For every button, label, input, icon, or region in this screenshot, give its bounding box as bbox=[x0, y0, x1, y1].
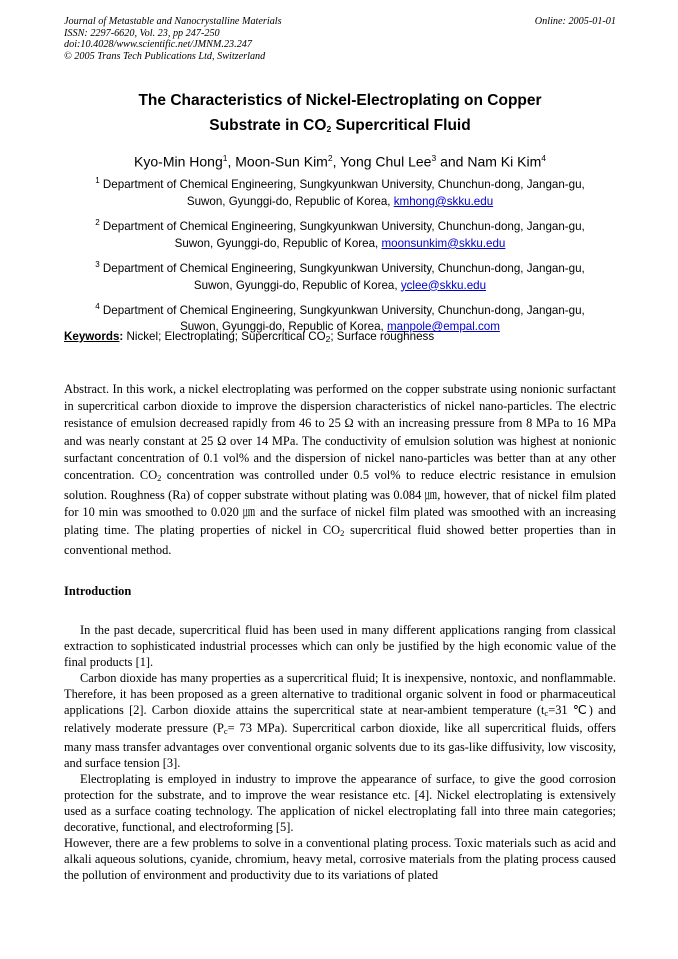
author-name: Moon-Sun Kim bbox=[235, 153, 328, 170]
keywords-subscript: 2 bbox=[325, 334, 331, 344]
abstract-text: Abstract. In this work, a nickel electroplating was performed on the copper substrate using nonionic surfactant in supercritical carbon dioxide to improve the dispersion characteristics of nickel nano-particles. The electric resistance of emulsion decreased rapidly from 46 to 25 Ω with an increasing pressure from 8 MPa to 16 MPa and was nearly constant at 25 Ω over 14 MPa. The conductivity of emulsion solution was highest at nonionic surfactant concentration of 0.1 vol% and the dispersion of nickel nano-particles was better than at any other concentration. CO bbox=[64, 382, 616, 483]
affiliation-mark: 2 bbox=[95, 217, 100, 227]
intro-subscript: c bbox=[544, 707, 549, 718]
affiliation-line: Department of Chemical Engineering, Sungkyunkwan University, Chunchun-dong, Jangan-gu, bbox=[102, 303, 585, 317]
author-separator: , bbox=[332, 153, 341, 170]
author-list bbox=[64, 148, 616, 172]
intro-paragraph: However, there are a few problems to solve in a conventional plating process. Toxic materials such as acid and alkali aqueous solutions, cyanide, chromium, heavy metal, corrosive materials from the plating process caused the pollution of environment and productivity due to its variations of plated bbox=[64, 835, 616, 882]
email-link[interactable]: kmhong@skku.edu bbox=[393, 194, 494, 208]
intro-text: =31 ℃) and relatively moderate pressure (P bbox=[64, 702, 616, 736]
paper-title bbox=[64, 88, 616, 142]
author-separator: , bbox=[227, 153, 236, 170]
intro-paragraph: Electroplating is employed in industry to improve the appearance of surface, to give the good corrosion protection for the substrate, and to improve the wear resistance etc. [4]. Nickel electroplating is extensively used as a surface coating technology. The application of nickel electroplating fall into three main categories; decorative, functional, and electroforming [5]. bbox=[64, 772, 616, 834]
affiliation-line: Department of Chemical Engineering, Sungkyunkwan University, Chunchun-dong, Jangan-gu, bbox=[102, 261, 585, 275]
intro-text: Carbon dioxide has many properties as a supercritical fluid; It is inexpensive, nontoxic, and nonflammable. Therefore, it has been proposed as a green alternative to traditional organic solvent in food or pharmaceutical applications [2]. Carbon dioxide attains the supercritical state at near-ambient temperature (t bbox=[64, 670, 616, 717]
title-text: Supercritical Fluid bbox=[331, 117, 471, 134]
abstract-text: concentration was controlled under 0.5 vol% to reduce electric resistance in emulsion solution. Roughness (Ra) of copper substrate without plating was 0.084 ㎛, however, that of nickel film plated for 10 min was smoothed to 0.020 ㎛ and the surface of nickel film plated was smoothed with an increasing plating time. The plating properties of nickel in CO bbox=[64, 468, 616, 537]
author-name: Nam Ki Kim bbox=[467, 153, 542, 170]
affiliation-line: Suwon, Gyunggi-do, Republic of Korea, bbox=[186, 194, 391, 208]
intro-subscript: c bbox=[223, 726, 228, 737]
author-separator: and bbox=[436, 153, 468, 170]
journal-header bbox=[64, 16, 616, 62]
section-heading: Introduction bbox=[64, 584, 132, 598]
doi-line: doi:10.4028/www.scientific.net/JMNM.23.247 bbox=[64, 39, 252, 51]
issn-line: ISSN: 2297-6620, Vol. 23, pp 247-250 bbox=[64, 27, 220, 39]
abstract-subscript: 2 bbox=[157, 473, 162, 484]
affiliation-mark: 1 bbox=[95, 176, 100, 185]
intro-text: = 73 MPa). Supercritical carbon dioxide, like all supercritical fluids, offers many mass transfer advantages over conventional organic solvents due to its gas-like diffusivity, low viscosity, and surface tension [3]. bbox=[64, 721, 616, 771]
abstract-subscript: 2 bbox=[340, 527, 345, 538]
online-date: Online: 2005-01-01 bbox=[534, 16, 616, 27]
title-line-1: The Characteristics of Nickel-Electroplating on Copper bbox=[138, 92, 542, 109]
affiliation-list bbox=[64, 172, 616, 339]
introduction-body bbox=[64, 623, 616, 884]
abstract-paragraph bbox=[64, 381, 616, 559]
title-subscript: 2 bbox=[326, 124, 332, 134]
author-name: Kyo-Min Hong bbox=[134, 153, 223, 170]
affiliation-line: Department of Chemical Engineering, Sungkyunkwan University, Chunchun-dong, Jangan-gu, bbox=[102, 177, 585, 191]
keywords-text: Nickel; Electroplating; Supercritical CO bbox=[123, 330, 326, 343]
title-line-2 bbox=[64, 113, 616, 142]
affiliation-line: Suwon, Gyunggi-do, Republic of Korea, bbox=[193, 278, 398, 292]
journal-name: Journal of Metastable and Nanocrystalline Materials bbox=[64, 16, 282, 27]
affiliation bbox=[64, 172, 616, 210]
email-link[interactable]: moonsunkim@skku.edu bbox=[381, 236, 506, 250]
affiliation-line: Suwon, Gyunggi-do, Republic of Korea, bbox=[180, 320, 384, 334]
author-mark: 4 bbox=[541, 153, 546, 163]
author-mark: 2 bbox=[327, 153, 333, 163]
keywords-line: Keywords: Nickel; Electroplating; Supercritical $CO_2$; Surface roughness bbox=[64, 330, 435, 344]
abstract-text: supercritical fluid showed better properties than in conventional method. bbox=[64, 522, 616, 557]
author-mark: 1 bbox=[222, 153, 228, 163]
intro-paragraph: In the past decade, supercritical fluid has been used in many different applications ranging from classical extraction to sophisticated industrial processes which can only be justified by the high economic value of the final products [1]. bbox=[64, 623, 616, 669]
author-mark: 3 bbox=[431, 153, 437, 163]
email-link[interactable]: yclee@skku.edu bbox=[400, 278, 487, 292]
copyright-line: © 2005 Trans Tech Publications Ltd, Switzerland bbox=[64, 50, 266, 62]
affiliation-line: Department of Chemical Engineering, Sungkyunkwan University, Chunchun-dong, Jangan-gu, bbox=[102, 219, 585, 233]
intro-paragraph bbox=[64, 671, 616, 772]
keywords-text: ; Surface roughness bbox=[330, 330, 435, 343]
affiliation bbox=[64, 214, 616, 252]
affiliation-mark: 3 bbox=[95, 259, 100, 269]
author-name: Yong Chul Lee bbox=[340, 153, 432, 170]
email-link[interactable]: manpole@empal.com bbox=[386, 320, 500, 334]
affiliation-line: Suwon, Gyunggi-do, Republic of Korea, bbox=[174, 236, 379, 250]
affiliation bbox=[64, 256, 616, 294]
affiliation-mark: 4 bbox=[95, 301, 100, 311]
title-text: Substrate in CO bbox=[209, 117, 327, 134]
keywords-label: Keywords bbox=[64, 330, 120, 343]
